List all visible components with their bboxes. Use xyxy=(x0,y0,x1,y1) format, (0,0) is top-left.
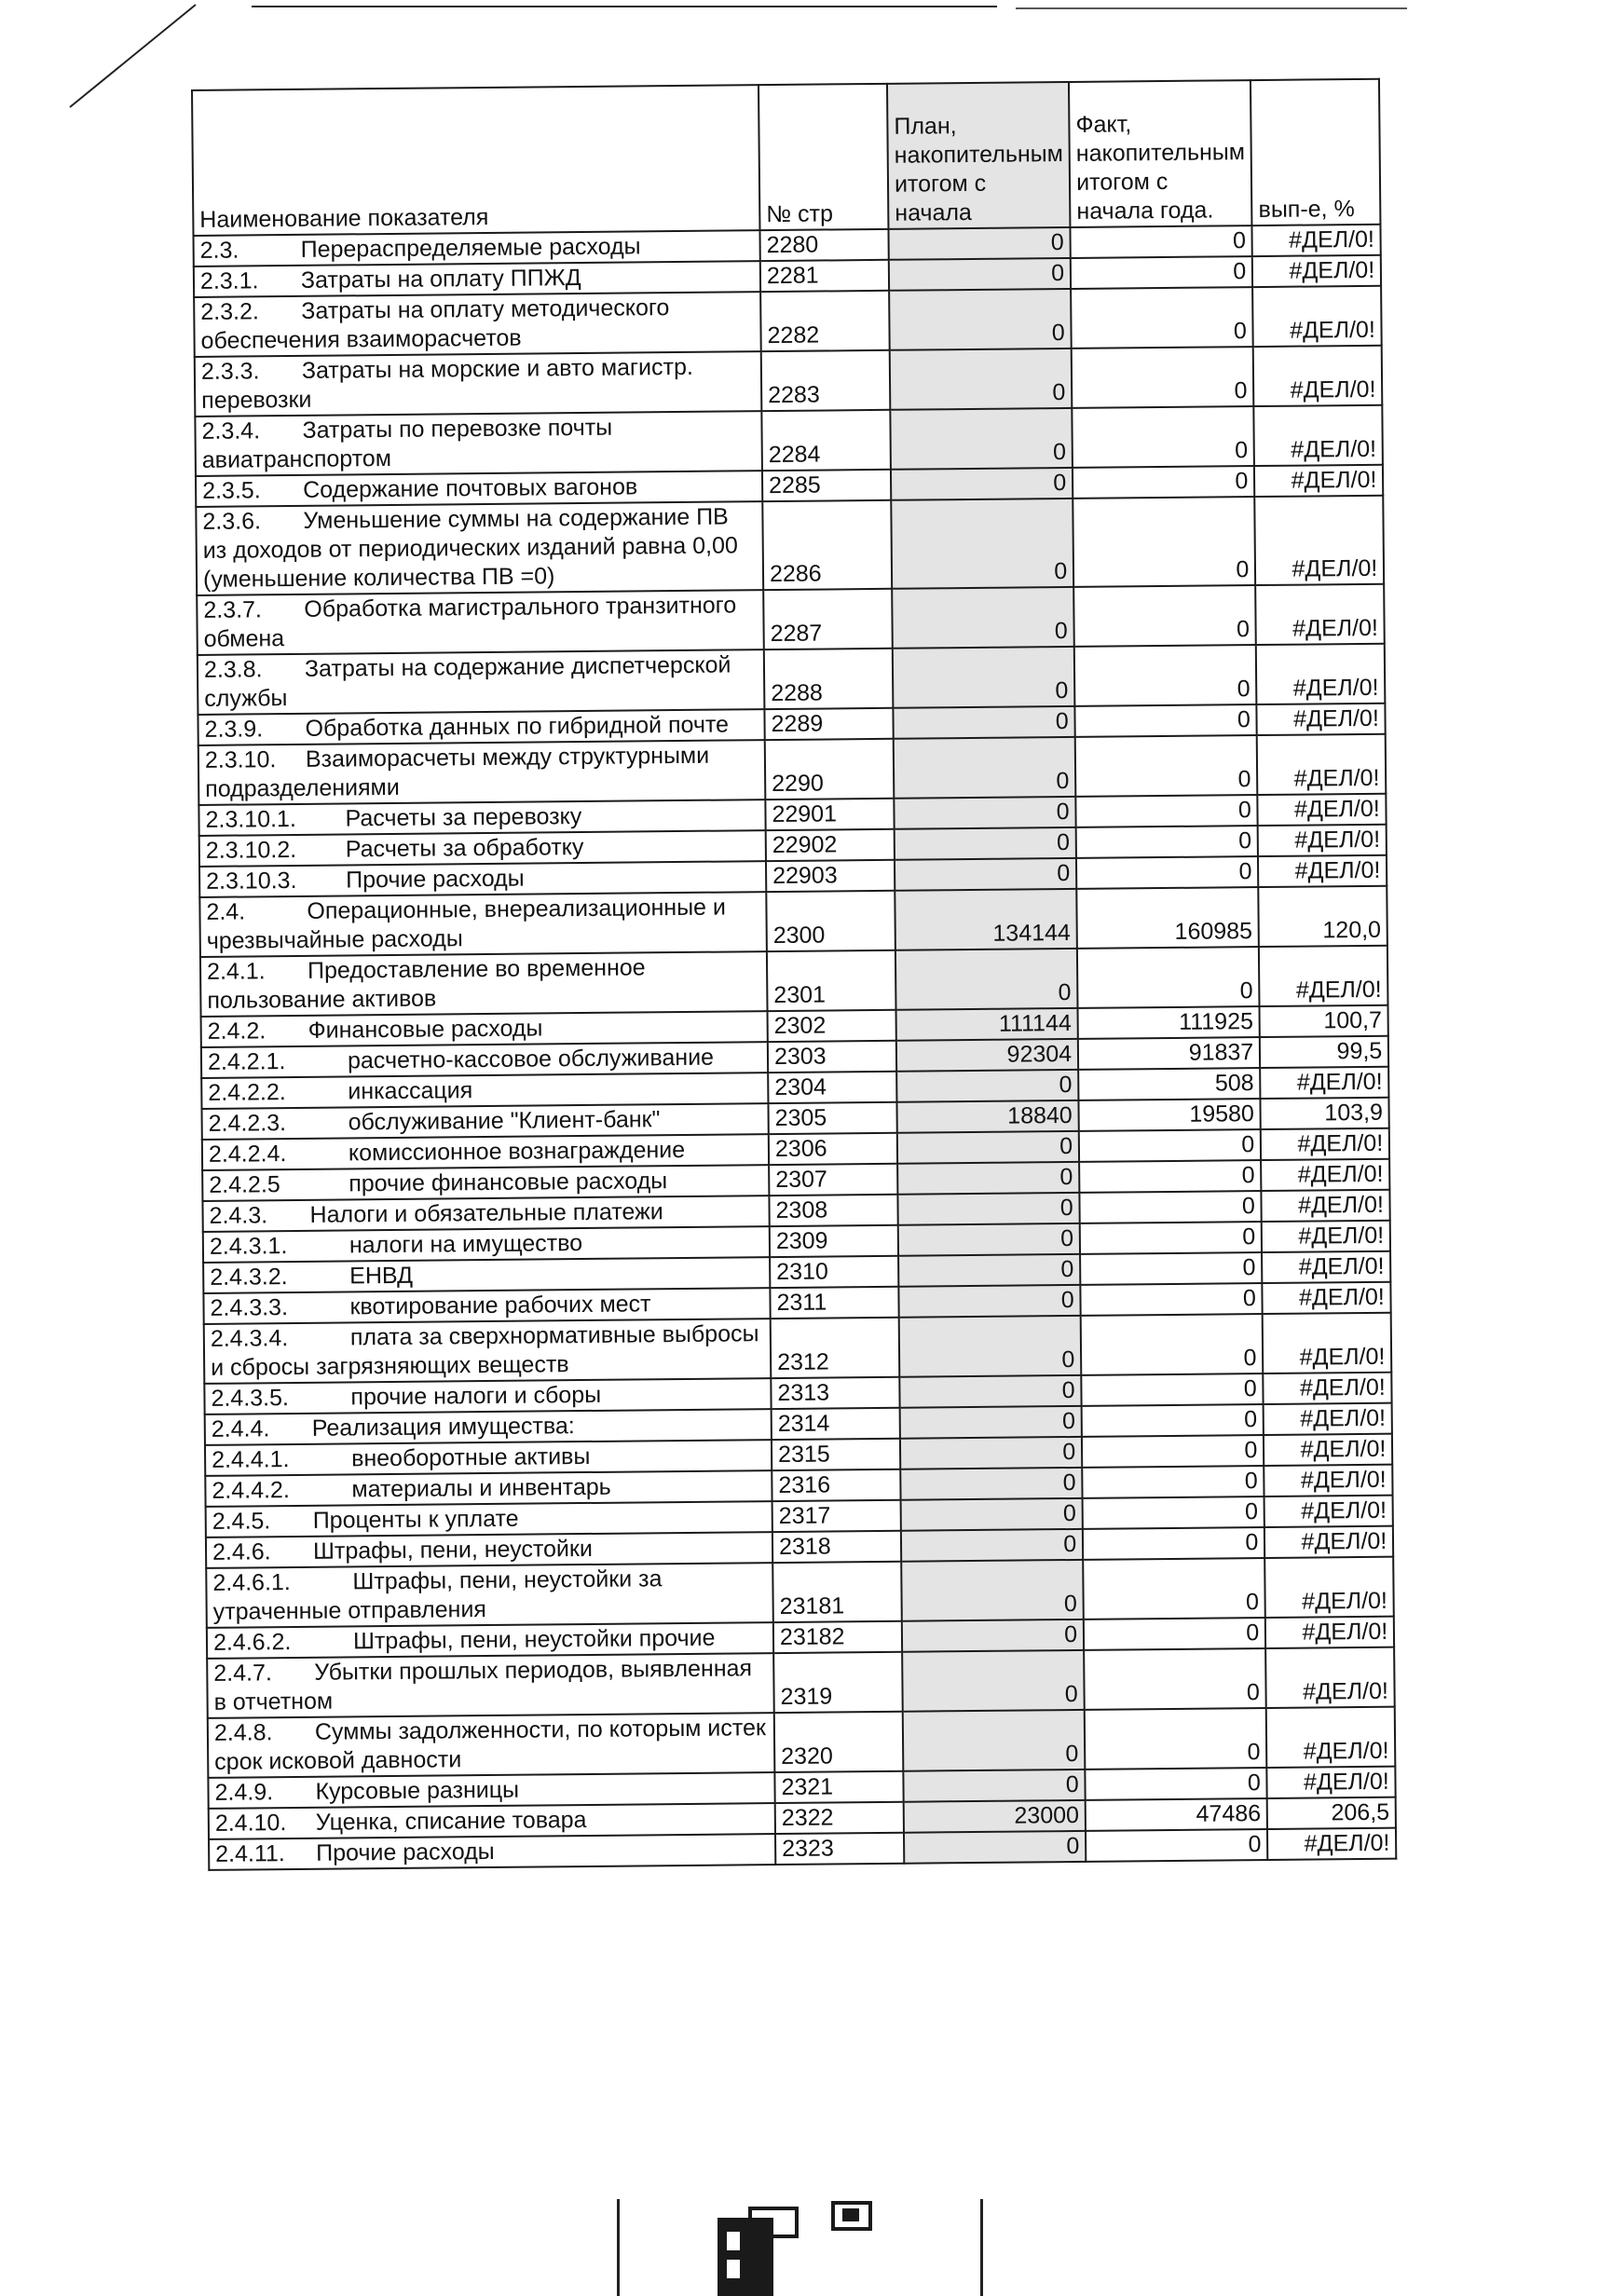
row-label: Финансовые расходы xyxy=(308,1015,543,1044)
row-plan-value: 0 xyxy=(895,949,1078,1010)
row-line-code: 2283 xyxy=(761,350,891,411)
row-line-code: 2321 xyxy=(774,1771,903,1803)
row-percent-value: #ДЕЛ/0! xyxy=(1267,1767,1396,1798)
row-line-code: 2307 xyxy=(769,1164,897,1196)
row-line-code: 2282 xyxy=(760,291,890,351)
row-line-code: 2289 xyxy=(764,708,893,740)
row-number: 2.3.1. xyxy=(199,267,259,294)
row-fact-value: 0 xyxy=(1073,497,1255,587)
row-label: Обработка магистрального транзитного обмена xyxy=(203,592,737,652)
row-label: Затраты на морские и авто магистр. перевозки xyxy=(201,353,694,414)
row-percent-value: 99,5 xyxy=(1260,1036,1388,1068)
row-plan-value: 0 xyxy=(895,858,1076,891)
row-line-code: 2309 xyxy=(770,1225,898,1257)
row-number: 2.4.7. xyxy=(213,1660,273,1687)
row-label: внеоборотные активы xyxy=(350,1442,591,1472)
row-number: 2.4.4.1. xyxy=(211,1446,290,1473)
header-name: Наименование показателя xyxy=(192,85,759,236)
row-line-code: 2287 xyxy=(763,589,893,649)
row-number: 2.4.3.3. xyxy=(210,1294,289,1321)
row-number: 2.3.8. xyxy=(203,656,263,683)
row-percent-value: #ДЕЛ/0! xyxy=(1258,794,1387,826)
row-label: Суммы задолженности, по которым истек срок исковой давности xyxy=(214,1715,766,1775)
row-fact-value: 91837 xyxy=(1078,1037,1260,1070)
row-label: квотирование рабочих мест xyxy=(349,1291,651,1320)
row-fact-value: 0 xyxy=(1079,1129,1261,1162)
row-line-code: 2311 xyxy=(770,1287,898,1319)
row-number: 2.4.2.3. xyxy=(208,1110,287,1137)
row-label: Уменьшение суммы на содержание ПВ из доходов от периодических изданий равна 0,00 (уменьшение количества ПВ =0) xyxy=(202,503,738,593)
row-percent-value: #ДЕЛ/0! xyxy=(1254,465,1383,497)
row-fact-value: 0 xyxy=(1080,1252,1262,1285)
row-percent-value: #ДЕЛ/0! xyxy=(1262,1190,1390,1222)
row-plan-value: 0 xyxy=(901,1498,1083,1531)
row-line-code: 2285 xyxy=(762,470,891,501)
row-label: Штрафы, пени, неустойки прочие xyxy=(352,1624,716,1655)
row-percent-value: #ДЕЛ/0! xyxy=(1257,704,1386,735)
row-percent-value: #ДЕЛ/0! xyxy=(1266,1707,1396,1768)
row-percent-value: #ДЕЛ/0! xyxy=(1264,1434,1392,1466)
row-percent-value: #ДЕЛ/0! xyxy=(1263,1282,1391,1314)
row-label: прочие налоги и сборы xyxy=(350,1381,602,1411)
row-fact-value: 0 xyxy=(1072,347,1254,408)
row-label: Уценка, списание товара xyxy=(315,1807,587,1836)
row-fact-value: 0 xyxy=(1081,1374,1263,1406)
row-indicator-name xyxy=(195,351,762,417)
row-fact-value: 0 xyxy=(1085,1768,1266,1800)
scan-corner-mark-icon xyxy=(829,2199,876,2236)
row-number: 2.4.2.1. xyxy=(207,1048,286,1075)
row-percent-value: 103,9 xyxy=(1261,1098,1389,1129)
row-fact-value: 0 xyxy=(1083,1527,1264,1560)
row-indicator-name xyxy=(198,740,766,805)
row-percent-value: #ДЕЛ/0! xyxy=(1265,1617,1394,1648)
row-line-code: 2323 xyxy=(775,1833,904,1865)
row-line-code: 22902 xyxy=(766,829,895,861)
row-plan-value: 0 xyxy=(898,1285,1080,1318)
row-number: 2.4.1. xyxy=(206,958,266,985)
row-indicator-name xyxy=(198,649,765,715)
row-line-code: 2306 xyxy=(769,1133,897,1165)
row-line-code: 2303 xyxy=(768,1041,896,1073)
row-plan-value: 0 xyxy=(897,1131,1079,1164)
row-number: 2.4.6.2. xyxy=(212,1629,292,1656)
row-number: 2.4.2. xyxy=(207,1018,266,1045)
row-percent-value: #ДЕЛ/0! xyxy=(1252,225,1381,256)
row-plan-value: 18840 xyxy=(896,1100,1078,1133)
row-percent-value: #ДЕЛ/0! xyxy=(1262,1221,1390,1252)
row-label: Содержание почтовых вагонов xyxy=(302,473,638,503)
row-plan-value: 0 xyxy=(901,1560,1084,1621)
row-fact-value: 0 xyxy=(1082,1435,1264,1468)
row-plan-value: 0 xyxy=(893,706,1074,739)
row-fact-value: 0 xyxy=(1085,1708,1267,1770)
row-plan-value: 0 xyxy=(899,1375,1081,1408)
row-line-code: 2310 xyxy=(770,1256,898,1288)
row-plan-value: 0 xyxy=(897,1162,1079,1195)
row-plan-value: 0 xyxy=(890,348,1073,410)
scan-binder-line-right xyxy=(980,2199,983,2296)
row-number: 2.4.3.4. xyxy=(210,1325,289,1352)
row-number: 2.3.10.1. xyxy=(205,805,296,833)
row-number: 2.3. xyxy=(199,237,239,264)
table-row xyxy=(207,1647,1395,1718)
row-indicator-name xyxy=(197,590,764,655)
row-fact-value: 0 xyxy=(1082,1404,1264,1437)
row-percent-value: #ДЕЛ/0! xyxy=(1264,1403,1392,1435)
row-label: инкассация xyxy=(348,1077,473,1105)
header-code: № стр xyxy=(758,84,888,230)
row-line-code: 2300 xyxy=(766,891,895,951)
row-number: 2.4.2.5 xyxy=(209,1171,280,1198)
row-indicator-name xyxy=(200,951,768,1017)
row-label: Затраты на оплату методического обеспечения взаиморасчетов xyxy=(200,294,670,354)
row-plan-value: 0 xyxy=(891,468,1073,500)
row-fact-value: 160985 xyxy=(1076,887,1259,949)
row-number: 2.4.3. xyxy=(209,1202,268,1229)
row-percent-value: #ДЕЛ/0! xyxy=(1264,1373,1392,1404)
row-fact-value: 0 xyxy=(1072,406,1254,468)
row-fact-value: 0 xyxy=(1083,1496,1264,1529)
row-plan-value: 0 xyxy=(902,1620,1084,1652)
row-plan-value: 0 xyxy=(893,647,1075,708)
row-line-code: 2320 xyxy=(774,1712,904,1772)
row-percent-value: #ДЕЛ/0! xyxy=(1255,584,1385,645)
row-fact-value: 0 xyxy=(1076,826,1258,858)
row-line-code: 2308 xyxy=(769,1195,897,1226)
scan-top-rule xyxy=(252,6,997,7)
row-label: Прочие расходы xyxy=(346,865,525,894)
scan-diagonal-stroke xyxy=(65,0,205,112)
row-plan-value: 0 xyxy=(902,1650,1085,1712)
row-line-code: 2316 xyxy=(772,1469,900,1501)
row-line-code: 2304 xyxy=(768,1072,896,1103)
row-percent-value: #ДЕЛ/0! xyxy=(1264,1526,1393,1558)
row-number: 2.3.10. xyxy=(204,746,277,773)
row-label: ЕНВД xyxy=(349,1262,414,1290)
row-number: 2.3.3. xyxy=(200,358,260,385)
row-label: Перераспределяемые расходы xyxy=(300,233,641,263)
scan-binder-line-left xyxy=(617,2199,620,2296)
row-number: 2.3.9. xyxy=(204,716,264,743)
row-line-code: 23181 xyxy=(772,1562,902,1622)
row-line-code: 2288 xyxy=(764,649,894,709)
table-row xyxy=(196,496,1384,595)
row-plan-value: 0 xyxy=(889,258,1071,291)
row-fact-value: 0 xyxy=(1074,645,1257,706)
row-line-code: 2286 xyxy=(762,500,892,590)
row-number: 2.3.4. xyxy=(201,417,261,444)
row-label: Штрафы, пени, неустойки xyxy=(312,1535,593,1565)
row-label: плата за сверхнормативные выбросы и сбросы загрязняющих веществ xyxy=(211,1320,759,1381)
row-percent-value: #ДЕЛ/0! xyxy=(1256,644,1386,704)
row-fact-value: 19580 xyxy=(1079,1099,1261,1131)
row-number: 2.3.10.2. xyxy=(205,836,297,864)
row-indicator-name xyxy=(209,1834,775,1870)
row-fact-value: 0 xyxy=(1071,256,1252,289)
row-fact-value: 0 xyxy=(1075,704,1257,737)
table-row xyxy=(206,1557,1394,1628)
row-number: 2.4.3.2. xyxy=(210,1264,288,1291)
row-number: 2.4.2.2. xyxy=(208,1079,286,1106)
row-percent-value: #ДЕЛ/0! xyxy=(1258,825,1387,856)
row-label: Штрафы, пени, неустойки за утраченные отправления xyxy=(212,1565,663,1625)
row-line-code: 2315 xyxy=(772,1439,900,1470)
row-percent-value: #ДЕЛ/0! xyxy=(1260,1067,1388,1099)
row-plan-value: 92304 xyxy=(896,1039,1078,1072)
row-label: Затраты по перевозке почты авиатранспортом xyxy=(201,414,613,473)
row-label: Убытки прошлых периодов, выявленная в отчетном xyxy=(213,1655,753,1715)
row-percent-value: #ДЕЛ/0! xyxy=(1254,405,1384,466)
table-row xyxy=(208,1707,1396,1778)
row-line-code: 2312 xyxy=(771,1318,900,1378)
row-indicator-name xyxy=(196,501,763,595)
row-line-code: 22901 xyxy=(765,799,894,830)
report-table xyxy=(191,78,1398,1871)
row-line-code: 2318 xyxy=(772,1531,901,1563)
row-label: Прочие расходы xyxy=(316,1838,495,1866)
row-label: налоги на имущество xyxy=(348,1230,583,1259)
table-row xyxy=(200,946,1388,1017)
row-number: 2.3.5. xyxy=(202,477,261,504)
row-indicator-name xyxy=(199,892,767,957)
row-number: 2.3.2. xyxy=(200,298,259,325)
row-percent-value: #ДЕЛ/0! xyxy=(1267,1828,1396,1860)
row-line-code: 2313 xyxy=(771,1377,899,1409)
row-fact-value: 0 xyxy=(1080,1222,1262,1254)
row-line-code: 2301 xyxy=(767,950,896,1011)
row-plan-value: 0 xyxy=(899,1316,1082,1377)
table-row xyxy=(204,1313,1392,1384)
row-indicator-name xyxy=(206,1563,773,1628)
row-plan-value: 0 xyxy=(898,1254,1080,1287)
row-line-code: 23182 xyxy=(773,1621,902,1653)
row-line-code: 2281 xyxy=(760,260,889,292)
row-number: 2.4.5. xyxy=(212,1508,271,1535)
row-percent-value: #ДЕЛ/0! xyxy=(1263,1313,1392,1374)
row-line-code: 22903 xyxy=(766,860,895,892)
row-percent-value: #ДЕЛ/0! xyxy=(1252,286,1382,347)
row-number: 2.4.3.1. xyxy=(209,1233,288,1260)
row-line-code: 2305 xyxy=(768,1102,896,1134)
row-fact-value: 0 xyxy=(1071,287,1253,348)
row-percent-value: 206,5 xyxy=(1267,1797,1396,1829)
row-number: 2.4.3.5. xyxy=(211,1385,290,1412)
row-percent-value: #ДЕЛ/0! xyxy=(1264,1496,1393,1527)
row-line-code: 2284 xyxy=(761,410,891,471)
row-number: 2.3.6. xyxy=(202,508,262,535)
row-fact-value: 0 xyxy=(1071,226,1252,258)
row-line-code: 2290 xyxy=(765,739,895,800)
header-plan: План, накопительным итогом с начала xyxy=(887,82,1071,229)
row-indicator-name xyxy=(194,292,761,357)
row-number: 2.4.9. xyxy=(214,1779,274,1806)
row-label: Предоставление во временное пользование активов xyxy=(207,954,646,1014)
row-plan-value: 0 xyxy=(890,408,1073,470)
row-number: 2.3.7. xyxy=(203,596,263,623)
row-label: Затраты на оплату ППЖД xyxy=(300,264,581,294)
row-number: 2.4.6.1. xyxy=(212,1569,291,1596)
row-fact-value: 0 xyxy=(1075,795,1257,827)
table-row xyxy=(195,405,1383,476)
row-label: Налоги и обязательные платежи xyxy=(309,1198,663,1228)
row-percent-value: #ДЕЛ/0! xyxy=(1261,1159,1389,1191)
row-label: прочие финансовые расходы xyxy=(348,1168,668,1197)
row-fact-value: 111925 xyxy=(1078,1006,1260,1039)
row-fact-value: 0 xyxy=(1083,1558,1265,1620)
row-label: Курсовые разницы xyxy=(315,1776,520,1805)
header-pct: вып-е, % xyxy=(1250,79,1380,226)
table-row xyxy=(198,734,1387,805)
row-number: 2.3.10.3. xyxy=(206,867,297,895)
row-label: Расчеты за обработку xyxy=(345,833,584,863)
row-label: Взаиморасчеты между структурными подразделениями xyxy=(205,742,710,802)
row-plan-value: 0 xyxy=(903,1770,1085,1802)
row-percent-value: #ДЕЛ/0! xyxy=(1264,1465,1393,1496)
row-line-code: 2280 xyxy=(759,229,888,261)
row-label: комиссионное вознаграждение xyxy=(348,1136,686,1167)
row-number: 2.4.2.4. xyxy=(208,1141,287,1168)
row-number: 2.4.11. xyxy=(215,1840,285,1867)
row-fact-value: 0 xyxy=(1073,585,1256,647)
row-plan-value: 0 xyxy=(894,737,1076,799)
row-label: Реализация имущества: xyxy=(311,1413,575,1442)
row-fact-value: 0 xyxy=(1081,1314,1264,1375)
row-fact-value: 0 xyxy=(1080,1191,1262,1223)
row-indicator-name xyxy=(195,411,762,476)
row-fact-value: 0 xyxy=(1077,947,1260,1008)
row-fact-value: 0 xyxy=(1075,735,1258,797)
row-plan-value: 0 xyxy=(900,1406,1082,1439)
row-number: 2.4.8. xyxy=(213,1719,273,1746)
row-number: 2.4.10. xyxy=(214,1810,287,1837)
row-plan-value: 0 xyxy=(897,1193,1079,1225)
row-indicator-name xyxy=(204,1319,772,1384)
row-fact-value: 0 xyxy=(1086,1829,1267,1862)
row-percent-value: #ДЕЛ/0! xyxy=(1257,734,1387,795)
row-plan-value: 0 xyxy=(900,1468,1082,1500)
row-plan-value: 0 xyxy=(888,227,1070,260)
row-number: 2.4.4. xyxy=(211,1415,270,1442)
scan-top-rule-right xyxy=(1016,7,1407,9)
row-fact-value: 0 xyxy=(1080,1283,1262,1316)
row-label: Проценты к уплате xyxy=(312,1505,519,1534)
row-plan-value: 0 xyxy=(901,1529,1083,1562)
row-fact-value: 0 xyxy=(1082,1466,1264,1498)
row-label: обслуживание "Клиент-банк" xyxy=(348,1106,661,1136)
row-label: Расчеты за перевозку xyxy=(345,803,582,832)
row-plan-value: 0 xyxy=(895,827,1076,860)
row-line-code: 2317 xyxy=(772,1500,901,1532)
row-plan-value: 0 xyxy=(898,1223,1080,1256)
row-number: 2.4.4.2. xyxy=(212,1477,290,1504)
row-fact-value: 0 xyxy=(1076,856,1258,889)
row-number: 2.4. xyxy=(206,898,246,925)
table-row xyxy=(194,286,1382,357)
row-label: Обработка данных по гибридной почте xyxy=(305,711,730,742)
binder-clip-icon xyxy=(699,2190,811,2296)
row-percent-value: #ДЕЛ/0! xyxy=(1252,255,1381,287)
row-plan-value: 0 xyxy=(894,797,1075,829)
row-percent-value: #ДЕЛ/0! xyxy=(1262,1251,1390,1283)
row-label: Операционные, внереализационные и чрезвычайные расходы xyxy=(206,894,727,954)
row-indicator-name xyxy=(208,1713,775,1778)
row-indicator-name xyxy=(207,1653,774,1718)
row-percent-value: 120,0 xyxy=(1259,886,1388,947)
row-plan-value: 0 xyxy=(892,587,1074,649)
row-fact-value: 0 xyxy=(1084,1618,1265,1650)
row-percent-value: #ДЕЛ/0! xyxy=(1255,496,1385,585)
row-plan-value: 0 xyxy=(904,1831,1086,1864)
table-row xyxy=(195,346,1383,417)
row-plan-value: 23000 xyxy=(904,1800,1086,1833)
row-fact-value: 47486 xyxy=(1086,1798,1267,1831)
row-percent-value: #ДЕЛ/0! xyxy=(1253,346,1383,406)
row-percent-value: #ДЕЛ/0! xyxy=(1259,946,1388,1006)
row-line-code: 2302 xyxy=(768,1010,896,1042)
header-row xyxy=(192,79,1381,236)
table-row xyxy=(198,644,1386,715)
row-percent-value: #ДЕЛ/0! xyxy=(1261,1128,1389,1160)
row-percent-value: #ДЕЛ/0! xyxy=(1258,855,1387,887)
row-fact-value: 508 xyxy=(1078,1068,1260,1100)
row-line-code: 2322 xyxy=(775,1802,904,1834)
row-plan-value: 0 xyxy=(900,1437,1082,1469)
row-fact-value: 0 xyxy=(1073,466,1254,499)
row-plan-value: 134144 xyxy=(895,889,1077,950)
row-line-code: 2319 xyxy=(773,1652,903,1713)
row-fact-value: 0 xyxy=(1084,1648,1266,1710)
row-percent-value: #ДЕЛ/0! xyxy=(1264,1557,1394,1618)
row-fact-value: 0 xyxy=(1079,1160,1261,1193)
row-number: 2.4.6. xyxy=(212,1538,271,1565)
row-plan-value: 0 xyxy=(889,289,1072,350)
report-body xyxy=(194,225,1397,1870)
row-plan-value: 0 xyxy=(896,1070,1078,1102)
row-label: материалы и инвентарь xyxy=(351,1473,611,1503)
header-fact: Факт, накопительным итогом с начала года. xyxy=(1069,80,1252,227)
row-label: Затраты на содержание диспетчерской службы xyxy=(204,651,731,712)
table-row xyxy=(199,886,1387,957)
row-label: расчетно-кассовое обслуживание xyxy=(347,1044,715,1074)
row-percent-value: #ДЕЛ/0! xyxy=(1265,1647,1395,1708)
row-line-code: 2314 xyxy=(772,1408,900,1440)
row-plan-value: 0 xyxy=(891,499,1073,589)
table-row xyxy=(197,584,1385,655)
row-plan-value: 0 xyxy=(903,1710,1086,1771)
row-percent-value: 100,7 xyxy=(1260,1005,1388,1037)
row-plan-value: 111144 xyxy=(896,1008,1078,1041)
